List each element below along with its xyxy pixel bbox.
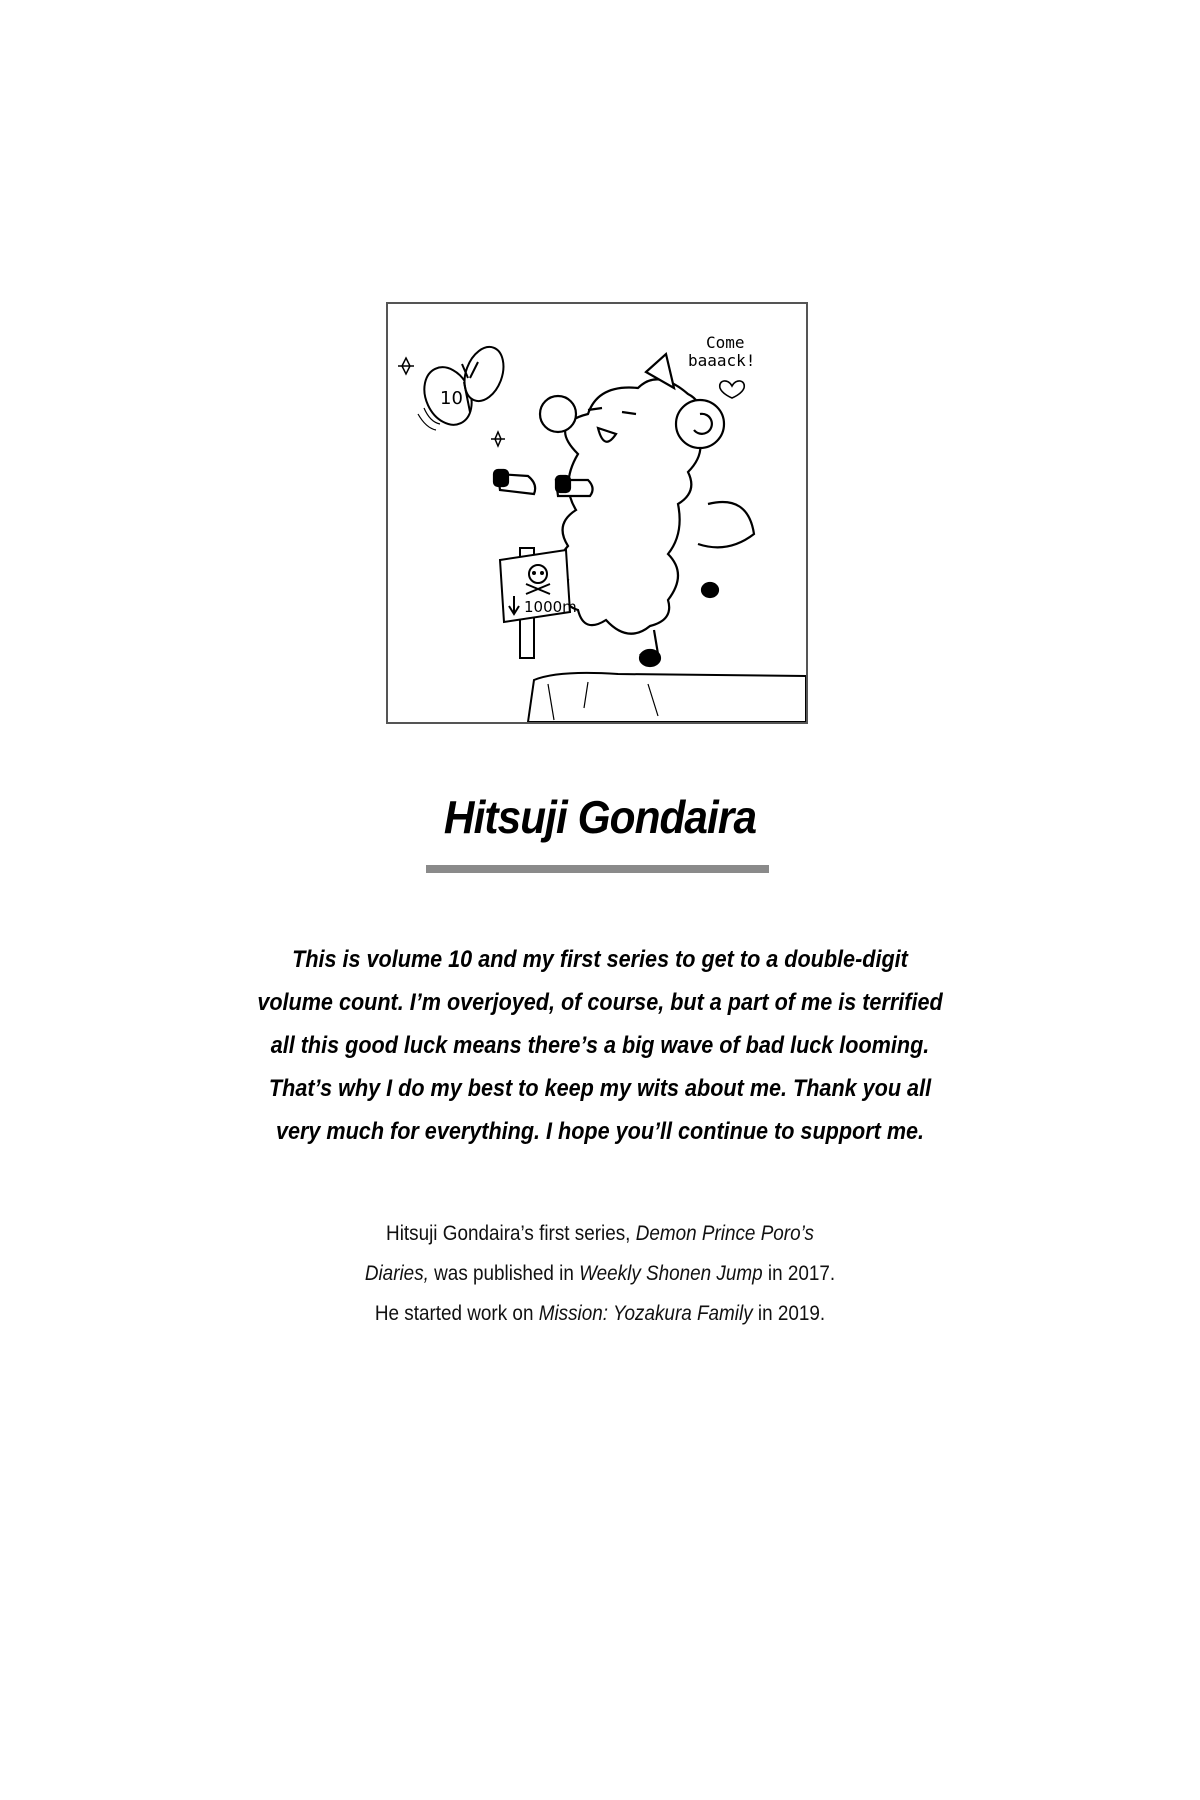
warning-sign (500, 548, 577, 658)
svg-text:1000m: 1000m (524, 598, 577, 616)
illustration-frame (386, 302, 808, 724)
series-title-cont: Diaries, (364, 1262, 429, 1285)
message-line: all this good luck means there’s a big wave of bad luck looming. (270, 1032, 930, 1059)
cliff (528, 673, 806, 722)
svg-text:10: 10 (440, 388, 463, 409)
message-line: That’s why I do my best to keep my wits about me. Thank you all (268, 1075, 932, 1102)
message-line: volume count. I’m overjoyed, of course, but a part of me is terrified (257, 989, 943, 1016)
message-line: This is volume 10 and my first series to get to a double-digit (292, 946, 908, 973)
author-name: Hitsuji Gondaira (443, 791, 757, 843)
current-series-title: Mission: Yozakura Family (538, 1302, 753, 1325)
bio-line-3: He started work on Mission: Yozakura Family in 2019. (374, 1302, 826, 1325)
bio-line-2: Diaries, was published in Weekly Shonen Jump in 2017. (364, 1262, 836, 1285)
speech-text-2: baaack! (688, 351, 756, 370)
skull-icon (529, 565, 547, 583)
heart-icon (720, 381, 745, 398)
sheep-illustration (388, 304, 806, 722)
magazine-title: Weekly Shonen Jump (579, 1262, 763, 1285)
butterfly-icon (415, 342, 510, 433)
title-underline (426, 865, 769, 873)
author-bio (250, 1214, 950, 1334)
speech-text-1: Come (706, 333, 745, 352)
bio-line-1: Hitsuji Gondaira’s first series, Demon Prince Poro’s (386, 1222, 814, 1245)
message-line: very much for everything. I hope you’ll continue to support me. (275, 1118, 925, 1145)
author-message (200, 938, 1000, 1153)
series-title: Demon Prince Poro’s (635, 1222, 814, 1245)
